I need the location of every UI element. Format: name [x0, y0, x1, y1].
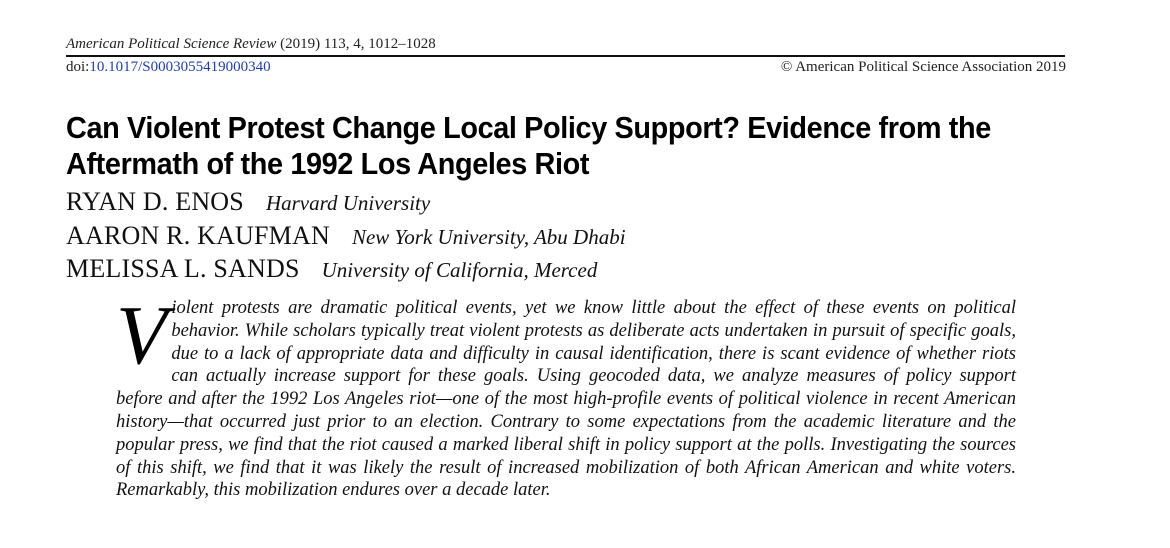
abstract-text: iolent protests are dramatic political events, yet we know little about the effect of these events on political behavior. While scholars typically treat violent protests as deliberate acts undertaken in pursuit of specific goals, due to a lack of appropriate data and difficulty in causal identification, there is scant evidence of whether riots can actually increase support for these goals. Using geocoded data, we analyze measures of policy support before and after the 1992 Los Angeles riot—one of the most high-profile events of political violence in recent American history—that occurred just prior to an election. Contrary to some expectations from the academic literature and the popular press, we find that the riot caused a marked liberal shift in policy support at the polls. Investigating the sources of this shift, we find that it was likely the result of increased mobilization of both African American and white voters. Remarkably, this mobilization endures over a decade later.: [116, 298, 1016, 501]
author-affiliation: Harvard University: [265, 191, 431, 215]
abstract-drop-cap: V: [116, 289, 168, 382]
author-entry: [66, 254, 597, 284]
author-entry: [66, 187, 430, 217]
author-entry: [66, 221, 626, 251]
journal-name: American Political Science Review: [66, 36, 277, 52]
article-title: Can Violent Protest Change Local Policy Support? Evidence from the Aftermath of the 1992 Los Angeles Riot: [66, 110, 991, 181]
header-rule: [66, 55, 1065, 57]
journal-details: (2019) 113, 4, 1012–1028: [276, 36, 436, 52]
doi-link[interactable]: 10.1017/S0003055419000340: [89, 59, 271, 75]
author-affiliation: University of California, Merced: [321, 258, 598, 282]
journal-citation: [66, 36, 436, 53]
author-name: MELISSA L. SANDS: [66, 254, 300, 283]
doi-line: [66, 59, 271, 76]
author-affiliation: New York University, Abu Dhabi: [351, 225, 626, 249]
copyright-notice: © American Political Science Association 2019: [780, 59, 1066, 75]
doi-prefix: doi:: [66, 59, 90, 75]
author-name: AARON R. KAUFMAN: [66, 221, 330, 250]
author-name: RYAN D. ENOS: [66, 187, 244, 216]
abstract: [116, 289, 1016, 502]
